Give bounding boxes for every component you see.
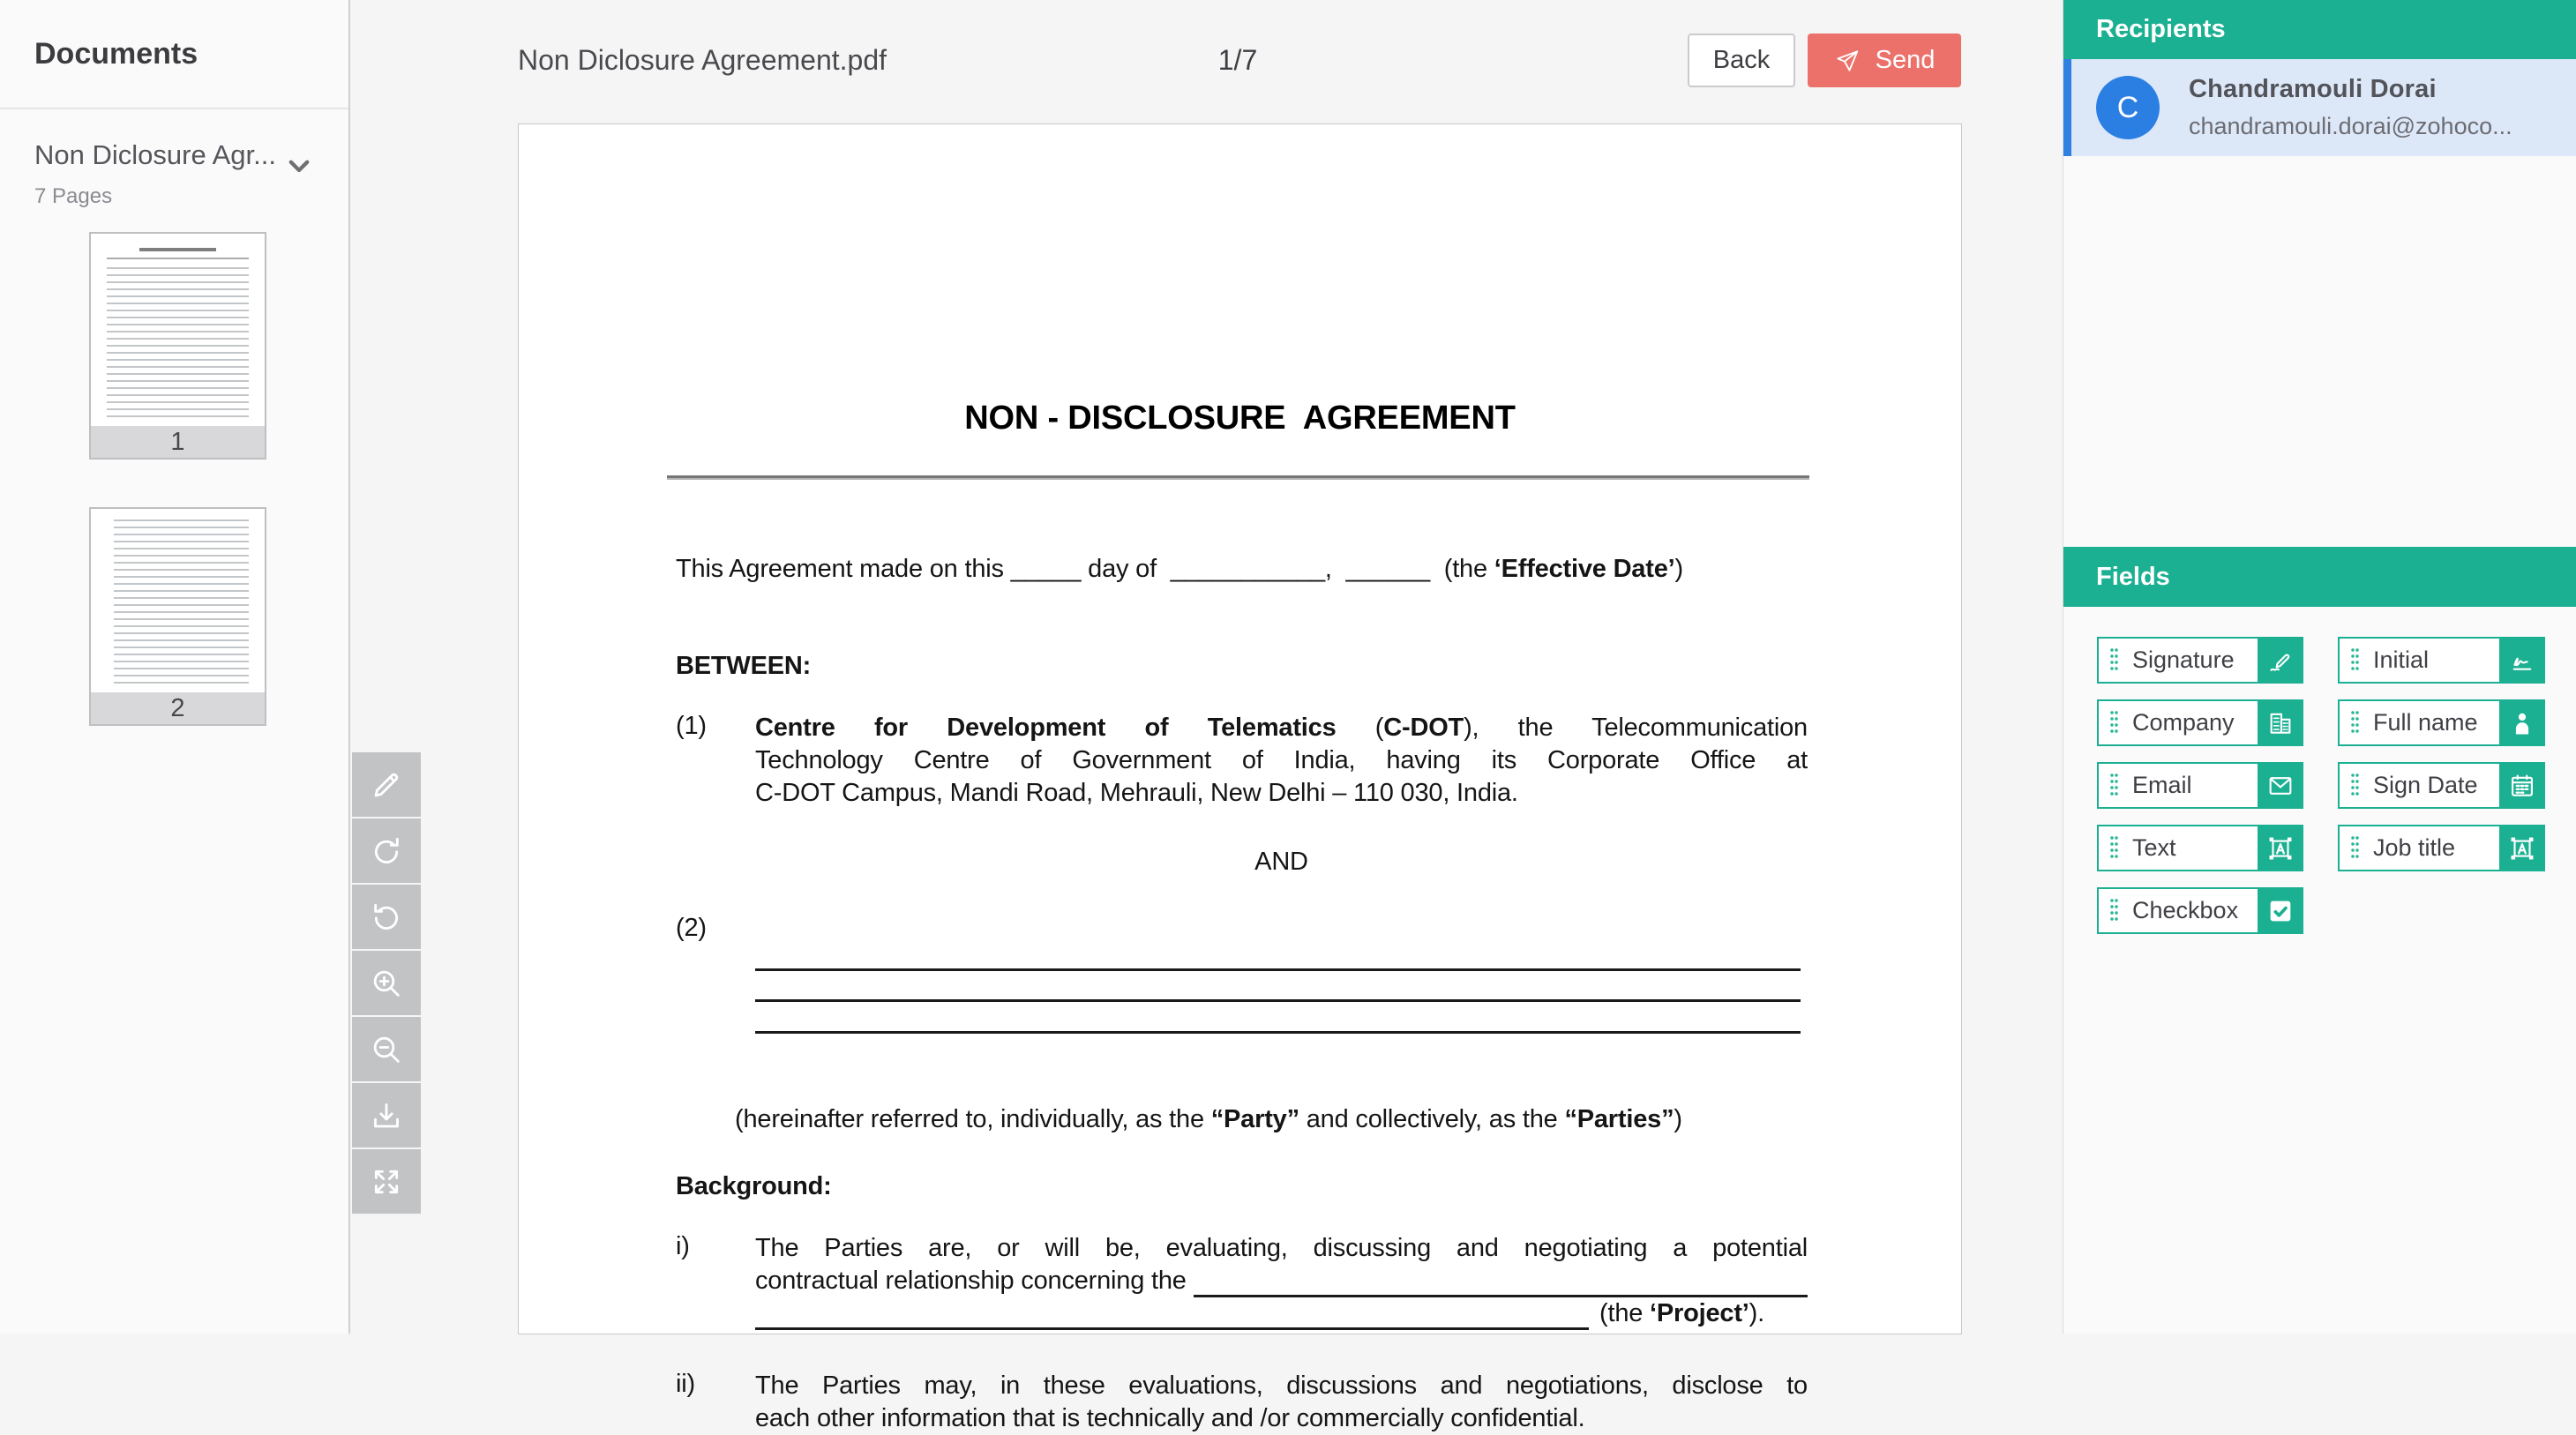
document-name: Non Diclosure Agr... (34, 139, 276, 170)
thumbnail-page-number: 2 (91, 692, 265, 724)
recipient-email: chandramouli.dorai@zohoco... (2189, 113, 2512, 139)
full-name-icon (2499, 699, 2545, 746)
recipients-header: Recipients (2063, 0, 2576, 59)
clause-1-text: Centre for Development of Telematics (C-DOT), the Telecommunication Technology Centre of Government of India, having its Corporate Office at C-DOT Campus, Mandi Road, Mehrauli, New Delhi – 110 030, India. (755, 714, 1808, 807)
signature-icon (2258, 637, 2303, 684)
rotate-counterclockwise-icon[interactable] (352, 885, 421, 949)
thumbnail-preview (91, 234, 265, 426)
zoom-out-icon[interactable] (352, 1017, 421, 1081)
documents-sidebar (0, 0, 350, 1334)
send-button[interactable] (1808, 34, 1961, 87)
blank-line (755, 1031, 1801, 1034)
clause-1-number: (1) (676, 712, 707, 740)
drag-handle-icon (2110, 899, 2119, 923)
field-company[interactable]: Company (2097, 699, 2303, 746)
drag-handle-icon (2351, 711, 2360, 735)
page-thumbnail-2[interactable] (89, 507, 266, 726)
field-full-name[interactable]: Full name (2338, 699, 2545, 746)
fullscreen-icon[interactable] (352, 1149, 421, 1214)
fields-header: Fields (2063, 547, 2576, 607)
recipient-row[interactable] (2063, 59, 2576, 156)
hereinafter-line: (hereinafter referred to, individually, as the “Party” and collectively, as the “Parties”) (735, 1105, 1682, 1133)
chevron-down-icon[interactable] (281, 148, 317, 183)
pdf-page[interactable] (518, 123, 1962, 1432)
between-label: BETWEEN: (676, 652, 812, 680)
blank-line (755, 999, 1801, 1002)
field-email[interactable]: Email (2097, 762, 2303, 809)
send-button-label: Send (1875, 46, 1936, 74)
email-icon (2258, 762, 2303, 809)
edit-pencil-icon[interactable] (352, 752, 421, 817)
item-i-number: i) (676, 1232, 690, 1260)
page-indicator: 1/7 (1217, 44, 1258, 76)
item-i-text: The Parties are, or will be, evaluating, discussing and negotiating a potential contractual relationship concerning the (the ‘Project’). (755, 1232, 1808, 1330)
drag-handle-icon (2110, 648, 2119, 672)
avatar: C (2096, 76, 2160, 139)
company-icon (2258, 699, 2303, 746)
field-checkbox[interactable]: Checkbox (2097, 887, 2303, 934)
text-field-icon (2258, 825, 2303, 871)
clause-2-number: (2) (676, 914, 707, 942)
blank-line (755, 968, 1801, 971)
thumbnail-preview (91, 509, 265, 692)
background-label: Background: (676, 1172, 832, 1200)
sidebar-title: Documents (0, 0, 348, 109)
job-title-icon (2499, 825, 2545, 871)
and-label: AND (1254, 848, 1308, 876)
sign-date-icon (2499, 762, 2545, 809)
back-button-label: Back (1712, 46, 1771, 74)
heading-rule (667, 475, 1809, 480)
paper-plane-icon (1834, 48, 1861, 74)
checkbox-icon (2258, 887, 2303, 934)
viewer-toolbar (352, 752, 421, 1215)
field-initial[interactable]: Initial (2338, 637, 2545, 684)
drag-handle-icon (2110, 711, 2119, 735)
drag-handle-icon (2351, 774, 2360, 797)
item-ii-text: The Parties may, in these evaluations, discussions and negotiations, disclose to each other information that is technically and /or commercially confidential. (755, 1371, 1808, 1432)
fields-grid (2097, 637, 2545, 934)
drag-handle-icon (2351, 648, 2360, 672)
intro-line: This Agreement made on this _____ day of ___________, ______ (the ‘Effective Date’) (676, 555, 1683, 583)
download-icon[interactable] (352, 1083, 421, 1147)
initial-icon (2499, 637, 2545, 684)
field-text[interactable]: Text (2097, 825, 2303, 871)
field-job-title[interactable]: Job title (2338, 825, 2545, 871)
page-thumbnail-1[interactable] (89, 232, 266, 460)
right-panel (2063, 0, 2576, 1334)
field-sign-date[interactable]: Sign Date (2338, 762, 2545, 809)
document-heading: NON - DISCLOSURE AGREEMENT (964, 400, 1516, 437)
drag-handle-icon (2351, 836, 2360, 860)
rotate-clockwise-icon[interactable] (352, 818, 421, 883)
drag-handle-icon (2110, 836, 2119, 860)
document-entry[interactable] (0, 109, 348, 209)
document-title: Non Diclosure Agreement.pdf (518, 44, 887, 76)
item-ii-number: ii) (676, 1370, 695, 1398)
field-signature[interactable]: Signature (2097, 637, 2303, 684)
drag-handle-icon (2110, 774, 2119, 797)
back-button[interactable] (1688, 34, 1795, 87)
document-page-count: 7 Pages (34, 184, 113, 208)
recipient-name: Chandramouli Dorai (2189, 75, 2437, 103)
thumbnail-page-number: 1 (91, 426, 265, 458)
zoom-in-icon[interactable] (352, 951, 421, 1015)
